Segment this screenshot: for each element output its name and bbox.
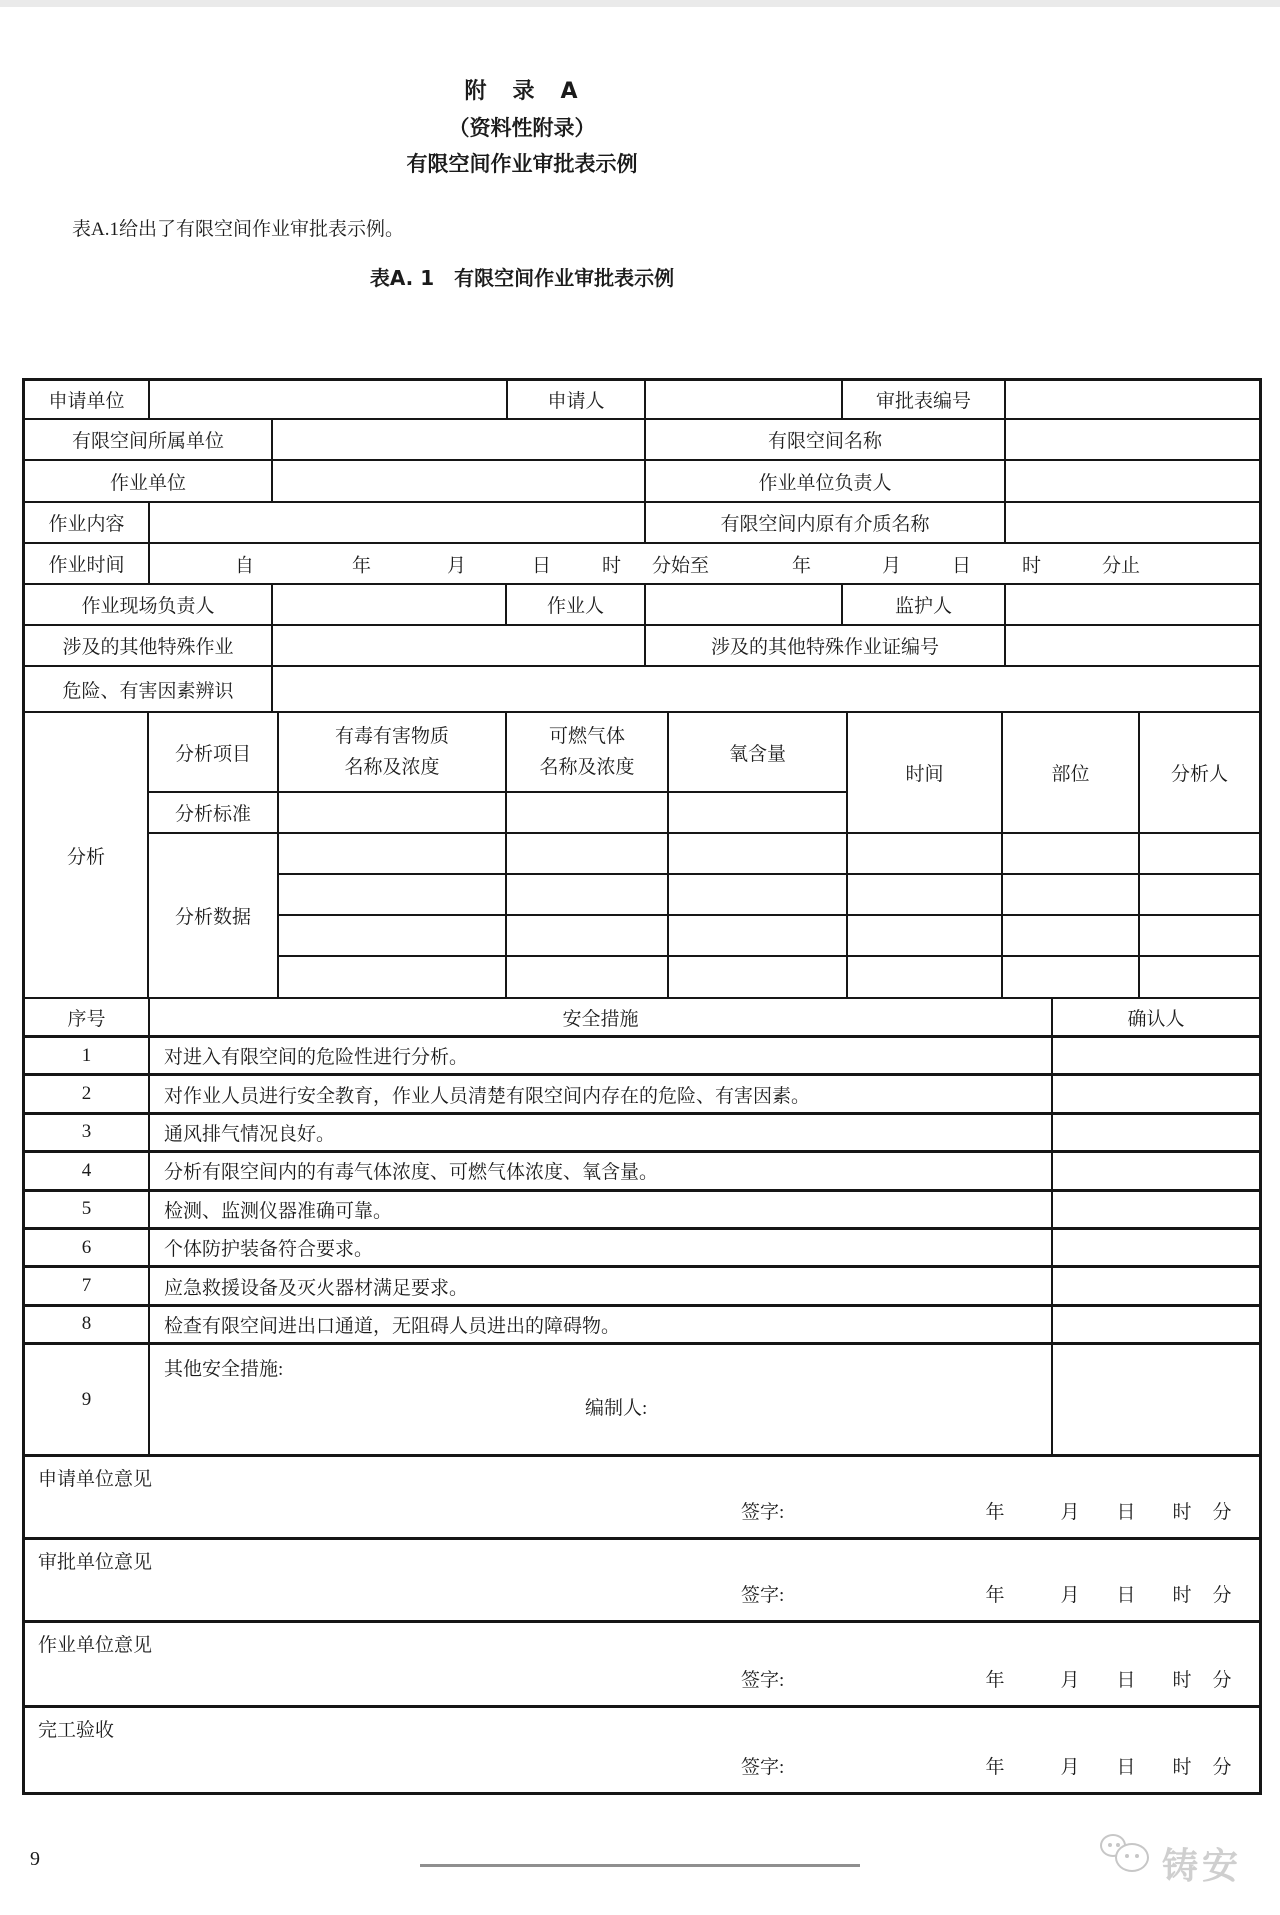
oxygen-data-cell xyxy=(669,957,846,997)
analyst-data-cell xyxy=(1140,875,1259,916)
measure-row xyxy=(25,1192,1259,1230)
confirm-cell xyxy=(1053,1115,1259,1150)
other-measures-label: 其他安全措施: xyxy=(164,1359,284,1381)
compiler-label: 编制人: xyxy=(585,1398,648,1420)
row-hazard-identify xyxy=(25,667,1259,713)
work-unit-value-cell xyxy=(273,461,646,501)
time-part-year1: 年 xyxy=(352,555,372,576)
guardian-value-cell xyxy=(1006,585,1259,624)
analysis-rowlabel-col xyxy=(149,713,279,997)
row-work-unit xyxy=(25,461,1259,503)
sign-label: 签字: xyxy=(741,1502,785,1524)
date-month: 月 xyxy=(1060,1502,1080,1524)
work-content-label: 作业内容 xyxy=(25,503,150,542)
apply-unit-label: 申请单位 xyxy=(25,381,150,418)
analysis-item-label: 分析项目 xyxy=(149,713,277,793)
measure-text: 分析有限空间内的有毒气体浓度、可燃气体浓度、氧含量。 xyxy=(150,1153,1053,1188)
space-name-label: 有限空间名称 xyxy=(646,420,1006,459)
table-caption: 表A. 1 有限空间作业审批表示例 xyxy=(369,266,675,290)
scan-edge-artifact xyxy=(0,0,1280,7)
sign-label: 签字: xyxy=(741,1757,785,1778)
form-no-value-cell xyxy=(1006,381,1259,418)
date-min: 分 xyxy=(1212,1502,1232,1524)
appendix-title: 附 录 A xyxy=(464,79,580,104)
time-data-cell xyxy=(848,957,1001,997)
hazard-identify-value-cell xyxy=(273,667,1259,711)
row-work-time xyxy=(25,544,1259,585)
time-part-month2: 月 xyxy=(882,555,902,576)
date-day: 日 xyxy=(1116,1502,1136,1524)
flammable-data-cell xyxy=(507,957,667,997)
measure-row-other xyxy=(25,1345,1259,1457)
sign-label: 签字: xyxy=(741,1585,785,1607)
confirm-cell xyxy=(1053,1345,1259,1454)
time-part-from: 自 xyxy=(235,555,255,576)
date-year: 年 xyxy=(985,1585,1005,1607)
analyst-header: 分析人 xyxy=(1140,713,1259,834)
toxic-header-line2: 名称及浓度 xyxy=(344,757,440,778)
measure-row xyxy=(25,1307,1259,1345)
confirm-cell xyxy=(1053,1076,1259,1111)
analyst-col xyxy=(1140,713,1259,997)
toxic-header xyxy=(279,713,505,793)
measure-no: 5 xyxy=(25,1192,150,1227)
part-data-cell xyxy=(1003,875,1138,916)
row-work-content xyxy=(25,503,1259,544)
worker-value-cell xyxy=(646,585,843,624)
measure-text: 检查有限空间进出口通道，无阻碍人员进出的障碍物。 xyxy=(150,1307,1053,1342)
original-medium-label: 有限空间内原有介质名称 xyxy=(646,503,1006,542)
analysis-data-label: 分析数据 xyxy=(174,907,251,928)
flammable-data-cell xyxy=(507,875,667,916)
date-month: 月 xyxy=(1060,1670,1080,1692)
part-col xyxy=(1003,713,1140,997)
time-part-day1: 日 xyxy=(532,555,552,576)
confirm-cell xyxy=(1053,1230,1259,1265)
apply-unit-value-cell xyxy=(150,381,508,418)
measure-text: 对作业人员进行安全教育，作业人员清楚有限空间内存在的危险、有害因素。 xyxy=(150,1076,1053,1111)
oxygen-standard-cell xyxy=(669,793,846,834)
measure-no: 3 xyxy=(25,1115,150,1150)
space-owner-label: 有限空间所属单位 xyxy=(25,420,273,459)
date-month: 月 xyxy=(1060,1585,1080,1607)
measure-row xyxy=(25,1115,1259,1153)
row-site-leader xyxy=(25,585,1259,626)
toxic-data-cell xyxy=(279,834,505,875)
other-measures-cell xyxy=(150,1345,1053,1454)
work-unit-leader-value-cell xyxy=(1006,461,1259,501)
other-special-cert-label: 涉及的其他特殊作业证编号 xyxy=(646,626,1006,665)
confirm-cell xyxy=(1053,1192,1259,1227)
toxic-data-cell xyxy=(279,916,505,957)
time-part-min-end: 分止 xyxy=(1102,555,1141,576)
part-header: 部位 xyxy=(1003,713,1138,834)
work-time-label: 作业时间 xyxy=(25,544,150,583)
time-part-hour2: 时 xyxy=(1022,555,1042,576)
measure-row xyxy=(25,1268,1259,1306)
date-hour: 时 xyxy=(1172,1757,1192,1778)
time-data-cell xyxy=(848,875,1001,916)
analysis-group-label: 分析 xyxy=(66,846,105,868)
date-day: 日 xyxy=(1116,1670,1136,1692)
space-owner-value-cell xyxy=(273,420,646,459)
measure-text: 通风排气情况良好。 xyxy=(150,1115,1053,1150)
opinion-label: 申请单位意见 xyxy=(38,1469,153,1491)
space-name-value-cell xyxy=(1006,420,1259,459)
form-no-label: 审批表编号 xyxy=(843,381,1006,418)
watermark-text: 铸安 xyxy=(1162,1846,1243,1887)
opinion-apply-unit xyxy=(25,1457,1259,1540)
analysis-standard-label: 分析标准 xyxy=(149,793,277,834)
opinion-work-unit xyxy=(25,1623,1259,1708)
flammable-standard-cell xyxy=(507,793,667,834)
work-unit-label: 作业单位 xyxy=(25,461,273,501)
flammable-header xyxy=(507,713,667,793)
oxygen-data-cell xyxy=(669,834,846,875)
date-day: 日 xyxy=(1116,1757,1136,1778)
date-hour: 时 xyxy=(1172,1502,1192,1524)
date-year: 年 xyxy=(985,1757,1005,1778)
measure-text: 个体防护装备符合要求。 xyxy=(150,1230,1053,1265)
measure-header: 安全措施 xyxy=(150,999,1053,1035)
measure-text: 应急救援设备及灭火器材满足要求。 xyxy=(150,1268,1053,1303)
row-space-owner xyxy=(25,420,1259,461)
footer-divider xyxy=(420,1864,860,1867)
opinion-approve-unit xyxy=(25,1540,1259,1623)
analyst-data-cell xyxy=(1140,916,1259,957)
flammable-data-cell xyxy=(507,834,667,875)
other-special-cert-value-cell xyxy=(1006,626,1259,665)
opinion-label: 完工验收 xyxy=(38,1720,115,1742)
time-part-month1: 月 xyxy=(447,555,467,576)
confirm-cell xyxy=(1053,1038,1259,1073)
other-special-work-label: 涉及的其他特殊作业 xyxy=(25,626,273,665)
toxic-data-cell xyxy=(279,875,505,916)
worker-label: 作业人 xyxy=(507,585,646,624)
guardian-label: 监护人 xyxy=(843,585,1006,624)
opinion-completion-accept xyxy=(25,1708,1259,1792)
date-min: 分 xyxy=(1212,1585,1232,1607)
row-special-work xyxy=(25,626,1259,667)
confirm-cell xyxy=(1053,1307,1259,1342)
intro-paragraph: 表A.1给出了有限空间作业审批表示例。 xyxy=(72,219,404,240)
measure-no: 9 xyxy=(25,1345,150,1454)
date-hour: 时 xyxy=(1172,1670,1192,1692)
opinion-label: 作业单位意见 xyxy=(38,1635,153,1657)
flammable-data-cell xyxy=(507,916,667,957)
applicant-label: 申请人 xyxy=(508,381,646,418)
page-number: 9 xyxy=(30,1848,40,1870)
confirm-cell xyxy=(1053,1153,1259,1188)
appendix-heading: 有限空间作业审批表示例 xyxy=(406,152,638,176)
watermark xyxy=(1100,1832,1270,1892)
work-unit-leader-label: 作业单位负责人 xyxy=(646,461,1006,501)
toxic-data-cell xyxy=(279,957,505,997)
date-day: 日 xyxy=(1116,1585,1136,1607)
time-part-min-to: 分始至 xyxy=(652,555,710,576)
date-year: 年 xyxy=(985,1670,1005,1692)
part-data-cell xyxy=(1003,916,1138,957)
oxygen-data-cell xyxy=(669,875,846,916)
analysis-section xyxy=(25,713,1259,999)
time-data-cell xyxy=(848,916,1001,957)
date-min: 分 xyxy=(1212,1670,1232,1692)
toxic-col xyxy=(279,713,507,997)
date-min: 分 xyxy=(1212,1757,1232,1778)
measure-text: 对进入有限空间的危险性进行分析。 xyxy=(150,1038,1053,1073)
site-leader-value-cell xyxy=(273,585,507,624)
measure-row xyxy=(25,1038,1259,1076)
measure-row xyxy=(25,1230,1259,1268)
date-hour: 时 xyxy=(1172,1585,1192,1607)
flammable-header-line1: 可燃气体 xyxy=(548,725,625,747)
measure-no: 2 xyxy=(25,1076,150,1111)
date-year: 年 xyxy=(985,1502,1005,1524)
measure-no: 7 xyxy=(25,1268,150,1303)
measure-text: 检测、监测仪器准确可靠。 xyxy=(150,1192,1053,1227)
oxygen-col xyxy=(669,713,848,997)
time-part-day2: 日 xyxy=(952,555,972,576)
oxygen-header: 氧含量 xyxy=(669,713,846,793)
measure-no: 4 xyxy=(25,1153,150,1188)
no-header: 序号 xyxy=(25,999,150,1035)
measure-row xyxy=(25,1076,1259,1114)
wechat-logo-icon xyxy=(1100,1834,1156,1882)
part-data-cell xyxy=(1003,957,1138,997)
time-part-hour1: 时 xyxy=(602,555,622,576)
measures-header-row xyxy=(25,999,1259,1038)
approval-form-table xyxy=(22,378,1262,1795)
hazard-identify-label: 危险、有害因素辨识 xyxy=(25,667,273,711)
toxic-standard-cell xyxy=(279,793,505,834)
analyst-data-cell xyxy=(1140,957,1259,997)
applicant-value-cell xyxy=(646,381,843,418)
time-data-cell xyxy=(848,834,1001,875)
appendix-subtitle: （资料性附录） xyxy=(448,116,596,140)
flammable-header-line2: 名称及浓度 xyxy=(539,757,635,778)
analyst-data-cell xyxy=(1140,834,1259,875)
opinion-label: 审批单位意见 xyxy=(38,1552,153,1574)
measure-no: 6 xyxy=(25,1230,150,1265)
sign-label: 签字: xyxy=(741,1670,785,1692)
original-medium-value-cell xyxy=(1006,503,1259,542)
flammable-col xyxy=(507,713,669,997)
time-col xyxy=(848,713,1003,997)
toxic-header-line1: 有毒有害物质 xyxy=(334,725,449,747)
measure-no: 1 xyxy=(25,1038,150,1073)
row-apply-unit xyxy=(25,381,1259,420)
time-part-year2: 年 xyxy=(792,555,812,576)
other-special-work-value-cell xyxy=(273,626,646,665)
part-data-cell xyxy=(1003,834,1138,875)
confirm-cell xyxy=(1053,1268,1259,1303)
work-time-value-cell xyxy=(150,544,1259,583)
date-month: 月 xyxy=(1060,1757,1080,1778)
analysis-group-col xyxy=(25,713,149,997)
oxygen-data-cell xyxy=(669,916,846,957)
site-leader-label: 作业现场负责人 xyxy=(25,585,273,624)
time-header: 时间 xyxy=(848,713,1001,834)
confirm-header: 确认人 xyxy=(1127,1008,1185,1030)
work-content-value-cell xyxy=(150,503,646,542)
measure-row xyxy=(25,1153,1259,1191)
measure-no: 8 xyxy=(25,1307,150,1342)
